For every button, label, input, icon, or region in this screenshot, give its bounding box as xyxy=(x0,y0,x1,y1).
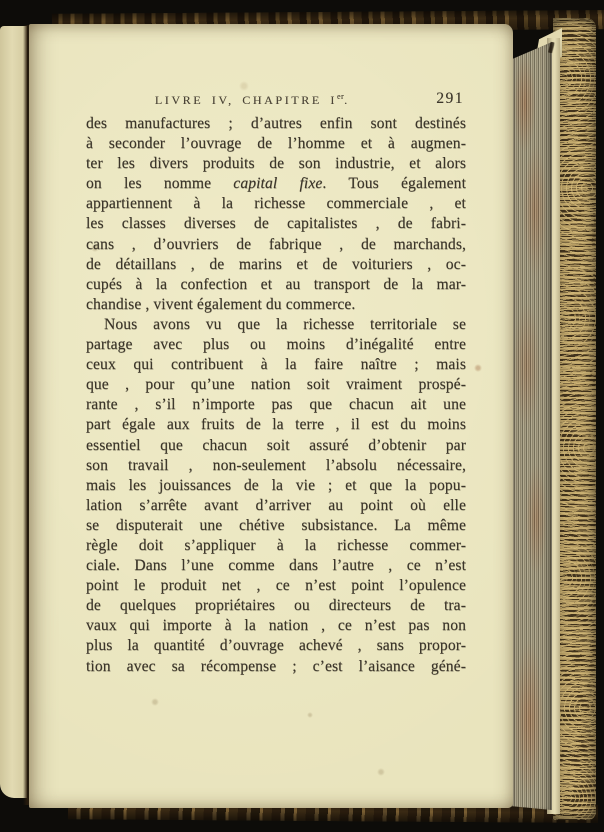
line-segment: Nous avons vu que la richesse territoriale se xyxy=(104,315,466,333)
page-header xyxy=(86,90,464,108)
text-line xyxy=(86,214,466,234)
text-line xyxy=(86,375,466,395)
page-fore-edge xyxy=(510,42,552,812)
line-segment: de quelques propriétaires ou directeurs de tra- xyxy=(86,597,466,615)
book-page xyxy=(29,24,513,808)
line-segment: tion avec sa récompense ; c’est l’aisance géné- xyxy=(86,657,466,675)
text-line xyxy=(86,194,466,214)
text-line xyxy=(86,556,466,576)
line-segment: on les nomme xyxy=(86,175,234,193)
line-segment: les classes diverses de capitalistes , de fabri- xyxy=(86,215,466,233)
line-segment: plus la quantité d’ouvrage achevé , sans propor- xyxy=(86,637,466,655)
line-segment: son travail , non-seulement l’absolu nécessaire, xyxy=(86,456,466,474)
line-segment: . Tous également xyxy=(322,175,466,193)
line-segment: que , pour qu’une nation soit vraiment prospé- xyxy=(86,376,466,394)
line-segment: essentiel que chacun soit assuré d’obtenir par xyxy=(86,436,466,454)
text-line xyxy=(86,355,466,375)
line-segment: cans , d’ouvriers de fabrique , de marchands, xyxy=(86,235,466,253)
text-line xyxy=(86,496,466,516)
text-line xyxy=(86,476,466,496)
text-line xyxy=(86,456,466,476)
line-segment: appartiennent à la richesse commerciale , et xyxy=(86,195,466,213)
text-line xyxy=(86,255,466,275)
running-header xyxy=(155,92,350,108)
text-line xyxy=(86,536,466,556)
chapter-ordinal-sup: er xyxy=(336,92,345,101)
line-segment: de détaillans , de marins et de voituriers , oc- xyxy=(86,255,466,273)
line-segment: chandise , vivent également du commerce. xyxy=(86,295,356,313)
text-line xyxy=(86,415,466,435)
line-segment: cupés à la confection et au transport de la mar- xyxy=(86,275,466,293)
line-segment: à seconder l’ouvrage de l’homme et à augmen- xyxy=(86,135,466,153)
line-segment: point le produit net , ce n’est point l’opulence xyxy=(86,577,466,595)
text-line xyxy=(86,275,466,295)
page-text xyxy=(86,114,466,677)
text-line xyxy=(86,636,466,656)
line-segment: vaux qui importe à la nation , ce n’est pas non xyxy=(86,617,466,635)
text-line xyxy=(86,315,466,335)
text-line xyxy=(86,516,466,536)
line-segment: des manufactures ; d’autres enfin sont destinés xyxy=(86,115,466,132)
line-segment: rante , s’il n’importe pas que chacun ait une xyxy=(86,396,466,414)
text-line xyxy=(86,335,466,355)
text-line xyxy=(86,657,466,677)
text-line xyxy=(86,395,466,415)
text-line xyxy=(86,235,466,255)
text-line xyxy=(86,295,466,315)
text-line xyxy=(86,154,466,174)
line-segment: règle doit s’appliquer à la richesse commer- xyxy=(86,536,466,554)
text-line xyxy=(86,596,466,616)
line-segment: se disputerait une chétive subsistance. La même xyxy=(86,516,466,534)
running-header-period: . xyxy=(344,93,350,107)
page-number: 291 xyxy=(436,90,464,107)
line-segment: lation s’arrête avant d’arriver au point où elle xyxy=(86,496,466,514)
text-line xyxy=(86,134,466,154)
line-segment: partage avec plus ou moins d’inégalité entre xyxy=(86,336,466,354)
line-segment: mais les jouissances de la vie ; et que la popu- xyxy=(86,476,466,494)
text-line xyxy=(86,616,466,636)
line-segment: ter les divers produits de son industrie, et alors xyxy=(86,155,466,173)
text-line xyxy=(86,174,466,194)
text-line xyxy=(86,436,466,456)
italic-term: capital fixe xyxy=(233,175,323,193)
running-header-text: LIVRE IV, CHAPITRE I xyxy=(154,93,337,107)
line-segment: part égale aux fruits de la terre , il est du moins xyxy=(86,416,466,434)
text-line xyxy=(86,114,466,134)
line-segment: ceux qui contribuent à la faire naître ; mais xyxy=(86,356,466,374)
text-line xyxy=(86,576,466,596)
line-segment: ciale. Dans l’une comme dans l’autre , ce n’est xyxy=(86,557,466,575)
